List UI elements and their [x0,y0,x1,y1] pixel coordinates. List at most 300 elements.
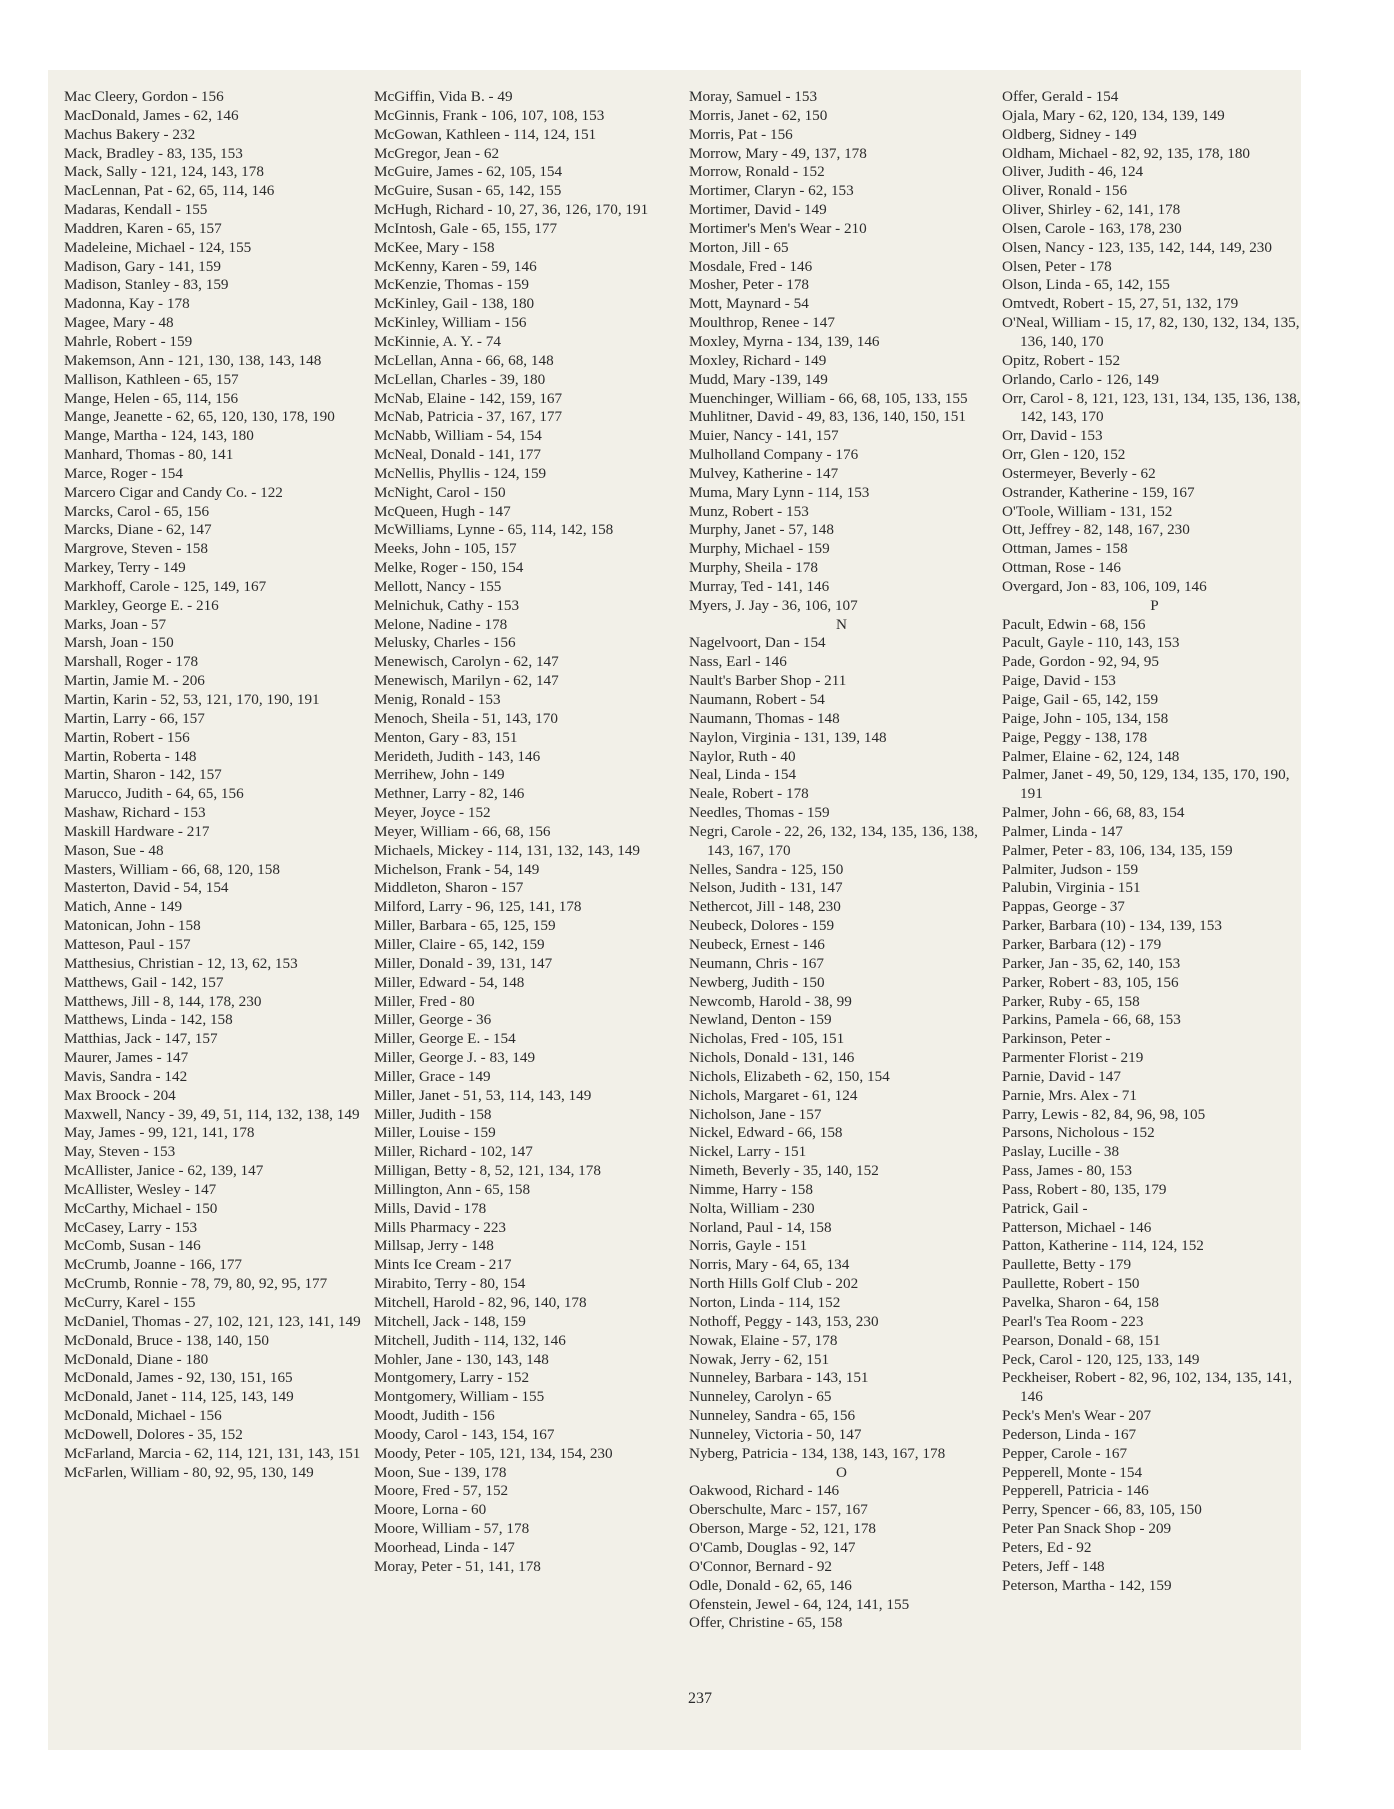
index-entry: McFarlen, William - 80, 92, 95, 130, 149 [64,1463,314,1481]
index-entry: Moulthrop, Renee - 147 [689,314,835,332]
index-entry: Nelles, Sandra - 125, 150 [689,860,844,878]
index-entry: Orr, Carol - 8, 121, 123, 131, 134, 135, 136, 138, 142, 143, 170 [1002,389,1301,426]
index-entry: Peters, Jeff - 148 [1002,1557,1105,1575]
index-entry: Marcks, Diane - 62, 147 [64,521,212,539]
index-entry: Pacult, Edwin - 68, 156 [1002,615,1146,633]
index-entry: Paullette, Robert - 150 [1002,1275,1140,1293]
index-entry: Madison, Stanley - 83, 159 [64,276,229,294]
index-entry: O'Toole, William - 131, 152 [1002,502,1173,520]
index-entry: Parry, Lewis - 82, 84, 96, 98, 105 [1002,1105,1206,1123]
index-entry: McGuire, Susan - 65, 142, 155 [374,182,562,200]
index-entry: McGiffin, Vida B. - 49 [374,88,513,105]
index-entry: Neale, Robert - 178 [689,785,809,803]
index-entry: McCarthy, Michael - 150 [64,1199,218,1217]
index-entry: Mitchell, Jack - 148, 159 [374,1312,526,1330]
index-entry: Nichols, Margaret - 61, 124 [689,1086,858,1104]
index-entry: Paullette, Betty - 179 [1002,1256,1132,1274]
index-entry: Paslay, Lucille - 38 [1002,1143,1120,1161]
index-entry: Matthews, Jill - 8, 144, 178, 230 [64,992,262,1010]
index-entry: Naylon, Virginia - 131, 139, 148 [689,728,887,746]
index-entry: Matthews, Linda - 142, 158 [64,1011,233,1029]
index-entry: McKee, Mary - 158 [374,238,495,256]
index-entry: Martin, Sharon - 142, 157 [64,766,222,784]
index-entry: Madaras, Kendall - 155 [64,201,208,219]
index-entry: Newcomb, Harold - 38, 99 [689,992,852,1010]
index-entry: Naumann, Robert - 54 [689,691,825,708]
index-entry: Negri, Carole - 22, 26, 132, 134, 135, 136, 138, 143, 167, 170 [689,822,978,859]
index-entry: Omtvedt, Robert - 15, 27, 51, 132, 179 [1002,295,1239,313]
index-entry: Pepperell, Patricia - 146 [1002,1482,1149,1500]
index-entry: Ostermeyer, Beverly - 62 [1002,464,1156,482]
index-entry: Palmer, Linda - 147 [1002,822,1123,840]
index-entry: North Hills Golf Club - 202 [689,1275,859,1293]
index-entry: Melke, Roger - 150, 154 [374,559,524,577]
index-entry: O'Connor, Bernard - 92 [689,1557,833,1575]
index-entry: Parkins, Pamela - 66, 68, 153 [1002,1011,1181,1029]
index-entry: Miller, George - 36 [374,1011,492,1029]
index-entry: Melnichuk, Cathy - 153 [374,596,520,614]
index-entry: McNight, Carol - 150 [374,483,506,501]
index-entry: McNeal, Donald - 141, 177 [374,446,542,464]
index-entry: Neubeck, Dolores - 159 [689,917,835,935]
index-entry: Parnie, David - 147 [1002,1067,1121,1085]
index-entry: Mott, Maynard - 54 [689,295,809,313]
index-entry: Pass, James - 80, 153 [1002,1162,1132,1180]
index-entry: McCasey, Larry - 153 [64,1218,198,1236]
index-entry: Patterson, Michael - 146 [1002,1218,1152,1236]
index-entry: Pavelka, Sharon - 64, 158 [1002,1294,1159,1311]
index-entry: Patrick, Gail - [1002,1199,1088,1217]
index-entry: McKinnie, A. Y. - 74 [374,332,501,350]
index-entry: Matteson, Paul - 157 [64,935,191,953]
index-entry: Machus Bakery - 232 [64,125,196,143]
index-entry: Marshall, Roger - 178 [64,653,199,671]
index-entry: Moore, Lorna - 60 [374,1501,487,1519]
index-entry: Muhlitner, David - 49, 83, 136, 140, 150, 151 [689,408,966,426]
index-entry: May, James - 99, 121, 141, 178 [64,1124,255,1142]
index-entry: Ottman, James - 158 [1002,540,1128,558]
index-entry: McLellan, Charles - 39, 180 [374,370,546,388]
page-number: 237 [688,1690,712,1707]
index-entry: Mack, Sally - 121, 124, 143, 178 [64,163,264,181]
index-entry: Mortimer's Men's Wear - 210 [689,219,867,237]
index-entry: Miller, Grace - 149 [374,1067,491,1085]
index-entry: McDonald, James - 92, 130, 151, 165 [64,1369,293,1387]
index-entry: Max Broock - 204 [64,1086,176,1104]
index-entry: Moxley, Richard - 149 [689,351,827,369]
index-entry: Parker, Robert - 83, 105, 156 [1002,973,1179,991]
section-letter: N [836,615,847,633]
index-entry: McQueen, Hugh - 147 [374,502,511,520]
section-letter: O [836,1463,847,1481]
index-entry: Mills Pharmacy - 223 [374,1218,507,1236]
index-entry: Nethercot, Jill - 148, 230 [689,898,841,916]
index-entry: McNab, Elaine - 142, 159, 167 [374,389,563,407]
index-entry: Mellott, Nancy - 155 [374,577,502,595]
index-entry: McNab, Patricia - 37, 167, 177 [374,408,563,426]
index-entry: Miller, George J. - 83, 149 [374,1049,536,1067]
index-entry: McKenzie, Thomas - 159 [374,276,529,294]
index-entry: McDowell, Dolores - 35, 152 [64,1425,243,1443]
index-entry: McDonald, Bruce - 138, 140, 150 [64,1331,269,1349]
index-entry: Mahrle, Robert - 159 [64,332,193,350]
index-entry: Menoch, Sheila - 51, 143, 170 [374,709,558,727]
index-entry: Myers, J. Jay - 36, 106, 107 [689,596,858,614]
index-entry: Ofenstein, Jewel - 64, 124, 141, 155 [689,1595,910,1613]
index-entry: Meyer, William - 66, 68, 156 [374,822,551,840]
index-entry: Paige, Peggy - 138, 178 [1002,728,1148,746]
index-entry: Mange, Martha - 124, 143, 180 [64,427,254,445]
index-entry: Nimme, Harry - 158 [689,1180,813,1198]
index-entry: Offer, Gerald - 154 [1002,88,1119,105]
index-entry: Palmiter, Judson - 159 [1002,860,1139,878]
index-entry: Marcks, Carol - 65, 156 [64,502,210,520]
section-letter: P [1150,596,1159,614]
index-entry: McNellis, Phyllis - 124, 159 [374,464,547,482]
index-entry: Parker, Barbara (10) - 134, 139, 153 [1002,917,1222,935]
index-entry: Perry, Spencer - 66, 83, 105, 150 [1002,1501,1202,1519]
index-entry: Mudd, Mary -139, 149 [689,370,828,388]
index-entry: Palubin, Virginia - 151 [1002,879,1141,897]
index-entry: Maxwell, Nancy - 39, 49, 51, 114, 132, 138, 149 [64,1105,360,1123]
index-entry: Nelson, Judith - 131, 147 [689,879,843,897]
index-entry: Moody, Peter - 105, 121, 134, 154, 230 [374,1444,613,1462]
index-entry: Nunneley, Sandra - 65, 156 [689,1407,856,1425]
index-entry: Mitchell, Harold - 82, 96, 140, 178 [374,1294,587,1311]
index-entry: Millington, Ann - 65, 158 [374,1180,531,1198]
index-entry: MacLennan, Pat - 62, 65, 114, 146 [64,182,275,200]
index-entry: Neal, Linda - 154 [689,766,797,784]
index-entry: Menewisch, Marilyn - 62, 147 [374,672,559,690]
index-entry: Miller, Louise - 159 [374,1124,496,1142]
index-entry: Neubeck, Ernest - 146 [689,935,825,953]
index-entry: Martin, Karin - 52, 53, 121, 170, 190, 191 [64,691,320,708]
index-entry: Nickel, Edward - 66, 158 [689,1124,843,1142]
index-entry: Moorhead, Linda - 147 [374,1538,515,1556]
index-entry: McAllister, Janice - 62, 139, 147 [64,1162,264,1180]
index-entry: Menton, Gary - 83, 151 [374,728,518,746]
index-entry: McDonald, Michael - 156 [64,1407,222,1425]
index-entry: Pepperell, Monte - 154 [1002,1463,1143,1481]
index-entry: Ojala, Mary - 62, 120, 134, 139, 149 [1002,106,1225,124]
index-entry: Mints Ice Cream - 217 [374,1256,512,1274]
index-entry: Martin, Robert - 156 [64,728,190,746]
index-entry: Miller, George E. - 154 [374,1030,516,1048]
index-entry: Makemson, Ann - 121, 130, 138, 143, 148 [64,351,322,369]
index-entry: Naylor, Ruth - 40 [689,747,796,765]
index-entry: McGuire, James - 62, 105, 154 [374,163,563,181]
index-entry: Mavis, Sandra - 142 [64,1067,188,1085]
index-entry: Olsen, Nancy - 123, 135, 142, 144, 149, 230 [1002,238,1272,256]
index-entry: Miller, Claire - 65, 142, 159 [374,935,545,953]
index-entry: Murphy, Sheila - 178 [689,559,818,577]
index-entry: Milligan, Betty - 8, 52, 121, 134, 178 [374,1162,601,1180]
index-entry: Orlando, Carlo - 126, 149 [1002,370,1159,388]
index-entry: Oberson, Marge - 52, 121, 178 [689,1520,877,1538]
index-entry: Paige, David - 153 [1002,672,1116,690]
index-entry: Naumann, Thomas - 148 [689,709,840,727]
index-entry: Montgomery, Larry - 152 [374,1369,530,1387]
index-entry: Newberg, Judith - 150 [689,973,825,991]
index-entry: Nunneley, Barbara - 143, 151 [689,1369,869,1387]
index-entry: Oberschulte, Marc - 157, 167 [689,1501,868,1519]
index-entry: Parker, Barbara (12) - 179 [1002,935,1162,953]
index-entry: Menig, Ronald - 153 [374,691,501,708]
index-entry: McKenny, Karen - 59, 146 [374,257,537,275]
index-entry: Mortimer, David - 149 [689,201,827,219]
index-entry: Miller, Janet - 51, 53, 114, 143, 149 [374,1086,592,1104]
index-entry: Patton, Katherine - 114, 124, 152 [1002,1237,1204,1255]
index-entry: Nault's Barber Shop - 211 [689,672,847,690]
index-entry: Pacult, Gayle - 110, 143, 153 [1002,634,1180,652]
index-entry: Mason, Sue - 48 [64,841,164,859]
index-entry: Nicholas, Fred - 105, 151 [689,1030,845,1048]
index-entry: Mulholland Company - 176 [689,446,859,464]
index-entry: Odle, Donald - 62, 65, 146 [689,1576,852,1594]
index-entry: Mills, David - 178 [374,1199,487,1217]
index-entry: Mange, Jeanette - 62, 65, 120, 130, 178, 190 [64,408,335,426]
index-entry: McComb, Susan - 146 [64,1237,201,1255]
index-entry: Peterson, Martha - 142, 159 [1002,1576,1172,1594]
index-entry: Nunneley, Carolyn - 65 [689,1388,832,1406]
index-entry: Nolta, William - 230 [689,1199,815,1217]
index-entry: Martin, Roberta - 148 [64,747,197,765]
index-entry: Murphy, Janet - 57, 148 [689,521,834,539]
index-entry: Madonna, Kay - 178 [64,295,190,313]
index-entry: Matich, Anne - 149 [64,898,183,916]
index-entry: Marce, Roger - 154 [64,464,183,482]
index-entry: Orr, David - 153 [1002,427,1103,445]
index-entry: Nunneley, Victoria - 50, 147 [689,1425,862,1443]
index-entry: Palmer, John - 66, 68, 83, 154 [1002,804,1185,822]
index-entry: Markey, Terry - 149 [64,559,186,577]
index-entry: McKinley, Gail - 138, 180 [374,295,535,313]
index-entry: Mohler, Jane - 130, 143, 148 [374,1350,549,1368]
index-entry: Nickel, Larry - 151 [689,1143,807,1161]
index-entry: McFarland, Marcia - 62, 114, 121, 131, 143, 151 [64,1444,361,1462]
index-entry: Nichols, Elizabeth - 62, 150, 154 [689,1067,890,1085]
index-column-3 [689,88,994,1633]
index-entry: McGregor, Jean - 62 [374,144,500,162]
index-entry: Oliver, Judith - 46, 124 [1002,163,1144,181]
index-entry: Nimeth, Beverly - 35, 140, 152 [689,1162,879,1180]
index-entry: Parker, Jan - 35, 62, 140, 153 [1002,954,1181,972]
index-entry: Millsap, Jerry - 148 [374,1237,494,1255]
index-entry: Mac Cleery, Gordon - 156 [64,88,224,105]
index-entry: Parmenter Florist - 219 [1002,1049,1144,1067]
index-entry: Palmer, Peter - 83, 106, 134, 135, 159 [1002,841,1233,859]
index-entry: Madison, Gary - 141, 159 [64,257,221,275]
index-entry: Pederson, Linda - 167 [1002,1425,1137,1443]
index-entry: Palmer, Elaine - 62, 124, 148 [1002,747,1180,765]
index-entry: McLellan, Anna - 66, 68, 148 [374,351,554,369]
index-entry: Manhard, Thomas - 80, 141 [64,446,234,464]
index-entry: Munz, Robert - 153 [689,502,809,520]
index-entry: Olson, Linda - 65, 142, 155 [1002,276,1170,294]
index-entry: Mitchell, Judith - 114, 132, 146 [374,1331,566,1349]
index-entry: Muenchinger, William - 66, 68, 105, 133, 155 [689,389,968,407]
index-entry: Mallison, Kathleen - 65, 157 [64,370,239,388]
index-entry: Oldberg, Sidney - 149 [1002,125,1137,143]
index-entry: Peters, Ed - 92 [1002,1538,1092,1556]
index-entry: Oakwood, Richard - 146 [689,1482,840,1500]
index-entry: Opitz, Robert - 152 [1002,351,1121,369]
index-entry: Parnie, Mrs. Alex - 71 [1002,1086,1137,1104]
index-entry: Peter Pan Snack Shop - 209 [1002,1520,1172,1538]
index-entry: Ostrander, Katherine - 159, 167 [1002,483,1195,501]
index-entry: Miller, Judith - 158 [374,1105,492,1123]
index-entry: Michaels, Mickey - 114, 131, 132, 143, 149 [374,841,641,859]
index-entry: Methner, Larry - 82, 146 [374,785,525,803]
index-column-1 [64,88,369,1482]
index-entry: Morrow, Ronald - 152 [689,163,825,181]
index-entry: Mosher, Peter - 178 [689,276,810,294]
index-entry: Norris, Mary - 64, 65, 134 [689,1256,850,1274]
index-entry: Moore, Fred - 57, 152 [374,1482,509,1500]
index-entry: Nicholson, Jane - 157 [689,1105,822,1123]
index-entry: Mosdale, Fred - 146 [689,257,813,275]
index-entry: Pappas, George - 37 [1002,898,1125,916]
index-entry: Nichols, Donald - 131, 146 [689,1049,855,1067]
index-entry: Marucco, Judith - 64, 65, 156 [64,785,244,803]
index-entry: Orr, Glen - 120, 152 [1002,446,1126,464]
index-entry: Morris, Janet - 62, 150 [689,106,828,124]
index-entry: Menewisch, Carolyn - 62, 147 [374,653,559,671]
index-entry: Miller, Barbara - 65, 125, 159 [374,917,556,935]
index-entry: Oldham, Michael - 82, 92, 135, 178, 180 [1002,144,1251,162]
index-entry: Nothoff, Peggy - 143, 153, 230 [689,1312,879,1330]
index-entry: Ottman, Rose - 146 [1002,559,1121,577]
index-entry: McAllister, Wesley - 147 [64,1180,217,1198]
index-entry: Peck's Men's Wear - 207 [1002,1407,1152,1425]
index-entry: McDonald, Diane - 180 [64,1350,209,1368]
index-entry: Matthesius, Christian - 12, 13, 62, 153 [64,954,298,972]
index-entry: Moray, Peter - 51, 141, 178 [374,1557,541,1575]
index-entry: O'Neal, William - 15, 17, 82, 130, 132, 134, 135, 136, 140, 170 [1002,314,1300,350]
index-entry: Pepper, Carole - 167 [1002,1444,1128,1462]
index-entry: Marcero Cigar and Candy Co. - 122 [64,483,283,501]
index-entry: Offer, Christine - 65, 158 [689,1614,843,1632]
index-entry: Olsen, Carole - 163, 178, 230 [1002,219,1182,237]
index-entry: Pearl's Tea Room - 223 [1002,1312,1144,1330]
index-entry: Markley, George E. - 216 [64,596,219,614]
index-entry: Markhoff, Carole - 125, 149, 167 [64,577,267,595]
index-entry: McCurry, Karel - 155 [64,1294,196,1311]
index-entry: Moxley, Myrna - 134, 139, 146 [689,332,880,350]
index-entry: Melone, Nadine - 178 [374,615,508,633]
index-entry: Overgard, Jon - 83, 106, 109, 146 [1002,577,1207,595]
index-entry: McWilliams, Lynne - 65, 114, 142, 158 [374,521,614,539]
index-entry: Murphy, Michael - 159 [689,540,830,558]
index-entry: Ott, Jeffrey - 82, 148, 167, 230 [1002,521,1190,539]
index-entry: Madeleine, Michael - 124, 155 [64,238,252,256]
index-entry: Miller, Donald - 39, 131, 147 [374,954,553,972]
index-entry: McGinnis, Frank - 106, 107, 108, 153 [374,106,605,124]
index-entry: Milford, Larry - 96, 125, 141, 178 [374,898,582,916]
index-entry: Moray, Samuel - 153 [689,88,818,105]
index-entry: Murray, Ted - 141, 146 [689,577,830,595]
index-entry: Mack, Bradley - 83, 135, 153 [64,144,243,162]
index-entry: Morton, Jill - 65 [689,238,789,256]
index-entry: Moody, Carol - 143, 154, 167 [374,1425,555,1443]
index-entry: Olsen, Peter - 178 [1002,257,1112,275]
index-entry: McCrumb, Ronnie - 78, 79, 80, 92, 95, 177 [64,1275,328,1293]
index-entry: Merrihew, John - 149 [374,766,505,784]
index-entry: Oliver, Ronald - 156 [1002,182,1128,200]
index-entry: Paige, Gail - 65, 142, 159 [1002,691,1159,708]
index-entry: Oliver, Shirley - 62, 141, 178 [1002,201,1181,219]
index-entry: Nagelvoort, Dan - 154 [689,634,826,652]
index-entry: Margrove, Steven - 158 [64,540,208,558]
index-entry: Merideth, Judith - 143, 146 [374,747,541,765]
index-entry: Muma, Mary Lynn - 114, 153 [689,483,870,501]
index-entry: Mirabito, Terry - 80, 154 [374,1275,526,1293]
index-entry: Marks, Joan - 57 [64,615,167,633]
index-entry: Miller, Fred - 80 [374,992,475,1010]
index-entry: Mulvey, Katherine - 147 [689,464,839,482]
index-entry: O'Camb, Douglas - 92, 147 [689,1538,856,1556]
index-entry: Paige, John - 105, 134, 158 [1002,709,1169,727]
index-entry: Nyberg, Patricia - 134, 138, 143, 167, 178 [689,1444,946,1462]
index-entry: May, Steven - 153 [64,1143,176,1161]
index-entry: Norton, Linda - 114, 152 [689,1294,841,1311]
index-entry: Nass, Earl - 146 [689,653,787,671]
index-entry: Matthews, Gail - 142, 157 [64,973,224,991]
index-entry: Newland, Denton - 159 [689,1011,832,1029]
index-entry: Martin, Larry - 66, 157 [64,709,205,727]
index-entry: Norris, Gayle - 151 [689,1237,808,1255]
index-entry: Peckheiser, Robert - 82, 96, 102, 134, 135, 141, 146 [1002,1369,1293,1406]
index-entry: Morris, Pat - 156 [689,125,793,143]
index-entry: Parker, Ruby - 65, 158 [1002,992,1140,1010]
index-entry: McNabb, William - 54, 154 [374,427,542,445]
index-entry: Moore, William - 57, 178 [374,1520,530,1538]
index-entry: Michelson, Frank - 54, 149 [374,860,540,878]
index-entry: Miller, Richard - 102, 147 [374,1143,533,1161]
index-entry: Pade, Gordon - 92, 94, 95 [1002,653,1159,671]
index-entry: Masterton, David - 54, 154 [64,879,229,897]
index-entry: Middleton, Sharon - 157 [374,879,524,897]
index-entry: Pass, Robert - 80, 135, 179 [1002,1180,1167,1198]
index-entry: Moon, Sue - 139, 178 [374,1463,507,1481]
index-entry: McIntosh, Gale - 65, 155, 177 [374,219,558,237]
index-entry: Matthias, Jack - 147, 157 [64,1030,218,1048]
index-entry: Martin, Jamie M. - 206 [64,672,205,690]
index-entry: Mange, Helen - 65, 114, 156 [64,389,239,407]
index-entry: Peck, Carol - 120, 125, 133, 149 [1002,1350,1200,1368]
index-entry: Marsh, Joan - 150 [64,634,174,652]
index-entry: Nowak, Elaine - 57, 178 [689,1331,838,1349]
index-entry: Palmer, Janet - 49, 50, 129, 134, 135, 170, 190, 191 [1002,766,1290,803]
index-entry: McDonald, Janet - 114, 125, 143, 149 [64,1388,294,1406]
index-entry: Neumann, Chris - 167 [689,954,824,972]
index-entry: Meeks, John - 105, 157 [374,540,517,558]
index-entry: Magee, Mary - 48 [64,314,174,332]
index-entry: Maddren, Karen - 65, 157 [64,219,222,237]
index-entry: Parsons, Nicholous - 152 [1002,1124,1155,1142]
index-entry: Maskill Hardware - 217 [64,822,210,840]
index-entry: Melusky, Charles - 156 [374,634,516,652]
index-entry: Miller, Edward - 54, 148 [374,973,525,991]
index-entry: Parkinson, Peter - [1002,1030,1111,1048]
index-entry: McHugh, Richard - 10, 27, 36, 126, 170, 191 [374,201,649,219]
index-entry: Montgomery, William - 155 [374,1388,545,1406]
index-column-2 [374,88,679,1577]
index-entry: McGowan, Kathleen - 114, 124, 151 [374,125,597,143]
index-entry: McCrumb, Joanne - 166, 177 [64,1256,243,1274]
index-entry: Needles, Thomas - 159 [689,804,830,822]
index-entry: Pearson, Donald - 68, 151 [1002,1331,1161,1349]
